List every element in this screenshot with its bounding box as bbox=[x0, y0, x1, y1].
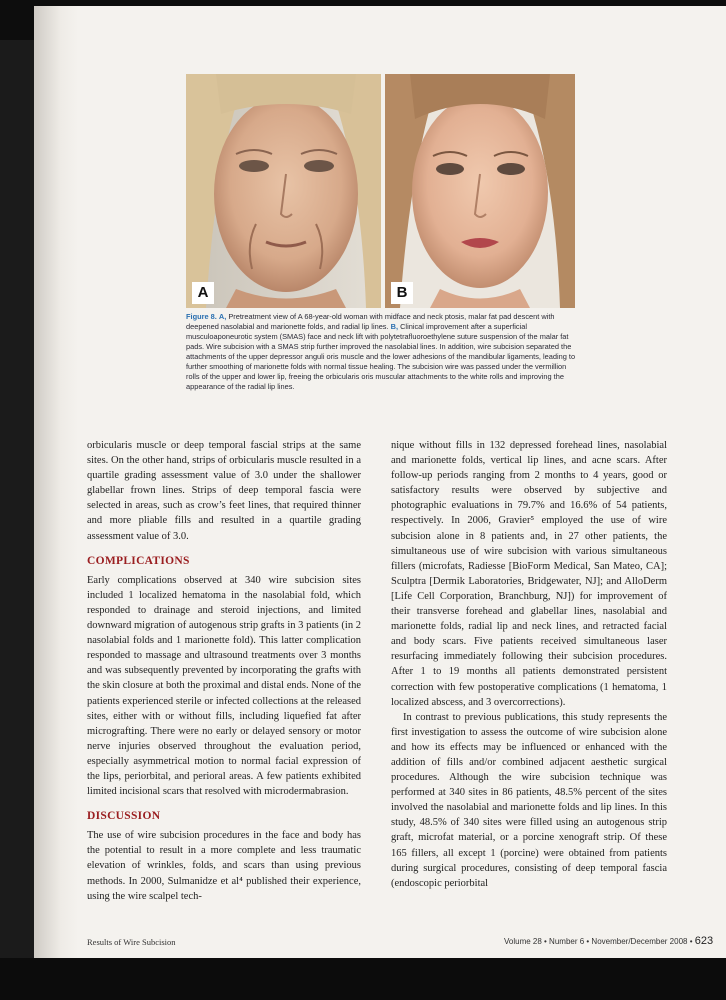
right-paragraph-1: nique without fills in 132 depressed forehead lines, nasolabial and marionette folds, vertical lip lines, and acne scars. After follow-up periods ranging from 2 months to 4 years, good or satisfactory results were observed by subjective and photographic evaluations in 79.7% and 16.6% of 54 patients, respectively. In 2006, Gravier⁵ employed the use of wire subcision alone in 8 patients and, in 27 other patients, the simultaneous use of wire subcision with various simultaneous fillers (microfats, Radiesse [BioForm Medical, San Mateo, CA]; Sculptra [Dermik Laboratories, Bridgewater, NJ]; and AlloDerm [Life Cell Corporation, Branchburg, NJ]) for improvement of their transverse forehead and glabellar lines, nasolabial and marionette folds, radial lip and neck lines, and retracted facial and body scars. Five patients received simultaneous laser resurfacing immediately following their subcision procedures. After 1 to 19 months all patients demonstrated persistent correction with few postoperative complications (1 hematoma, 1 localized abscess, and 3 overcorrections). bbox=[391, 440, 667, 708]
journal-page bbox=[34, 6, 726, 958]
panel-label-b: B bbox=[391, 282, 413, 304]
page-number: 623 bbox=[694, 935, 714, 947]
posttreatment-face-image bbox=[385, 74, 575, 308]
left-paragraph-1: orbicularis muscle or deep temporal fascial strips at the same sites. On the other hand, strips of orbicularis muscle resulted in a quartile grading assessment value of 3.0 under the shallower glabellar frown lines. Strips of deep temporal fascia were selected in areas, such as crow’s feet lines, that required thinner and more pliable fills and resulted in a quartile grading assessment value of 3.0. bbox=[87, 440, 361, 542]
left-column bbox=[87, 438, 361, 904]
figure-photo-a bbox=[186, 74, 381, 308]
issue-line bbox=[504, 935, 713, 947]
figure-caption bbox=[186, 312, 578, 392]
heading-discussion: DISCUSSION bbox=[87, 810, 161, 823]
left-paragraph-3: The use of wire subcision procedures in the face and body has the potential to result in a more complete and less traumatic elevation of wrinkles, folds, and scars than using previous methods. In 2000, Sulmanidze et al⁴ published their experience, using the wire scalpel tech- bbox=[87, 830, 361, 902]
heading-complications: COMPLICATIONS bbox=[87, 554, 190, 567]
figure-number: Figure 8. bbox=[186, 312, 217, 321]
caption-panel-b-marker: B, bbox=[390, 322, 399, 331]
panel-label-a: A bbox=[192, 282, 214, 304]
right-paragraph-2: In contrast to previous publications, this study represents the first investigation to assess the outcome of wire subcision alone and how its effects may be influenced or enhanced with the addition of fills and/or combined adjacent aesthetic surgical procedures. Although the wire subcision technique was performed at 340 sites in 86 patients, 48.5% percent of the sites involved the nasolabial and marionette folds and lip lines. In this study, 48.5% of 340 sites were filled using an autogenous strip graft, microfat material, or a porcine xenograft strip. Of these 165 fillers, all except 1 (porcine) were obtained from patients during surgical procedures, consisting of deep temporal fascia (endoscopic periorbital bbox=[391, 711, 667, 889]
caption-text-a: Pretreatment view of A 68-year-old woman with midface and neck ptosis, malar fat pad descent with deepened nasolabial and marionette folds, and radial lip lines. bbox=[186, 312, 555, 331]
pretreatment-face-image bbox=[186, 74, 381, 308]
caption-text-b: Clinical improvement after a superficial musculoaponeurotic system (SMAS) face and neck lift with polytetrafluoroethylene suture suspension of the malar fat pads. Wire subcision with a SMAS strip further improved the nasolabial lines. In addition, wire subcision separated the attachments of the upper depressor anguli oris muscle and the lower adhesions of the mandibular ligaments, leading to further smoothing of marionette folds with normal tissue healing. The subcision wire was passed under the vermillion rolls of the upper and lower lip, freeing the orbicularis oris muscular attachments to the white rolls and improving the appearance of the radial lip lines. bbox=[186, 322, 576, 391]
right-column bbox=[391, 438, 667, 891]
page-binding-shadow bbox=[34, 6, 78, 958]
running-title: Results of Wire Subcision bbox=[87, 937, 176, 947]
scan-border-bottom bbox=[0, 958, 726, 1000]
caption-panel-a-marker: A, bbox=[218, 312, 227, 321]
left-paragraph-2: Early complications observed at 340 wire subcision sites included 1 localized hematoma in the nasolabial fold, which responded to drainage and steroid injections, and limited downward migration of autogenous strip grafts in 3 patients (in 2 nasolabial folds and 1 marionette fold). This latter complication responded to massage and ultrasound treatments over 3 months and was subsequently prevented by incorporating the grafts with the skin closure at both the proximal and distal ends. None of the patients experienced sterile or infected collections at the released sites, either with or without fills, including liquefied fat after micrografting. There were no early or delayed sensory or motor nerve injuries observed throughout the evaluation period, especially asymmetrical motion to normal facial expression of the lips, periorbital, and perioral areas. A few patients exhibited limited incisional scars that resolved with microdermabrasion. bbox=[87, 574, 361, 798]
issue-info: Volume 28 • Number 6 • November/December 2008 • bbox=[504, 937, 695, 946]
figure-photo-b bbox=[385, 74, 575, 308]
